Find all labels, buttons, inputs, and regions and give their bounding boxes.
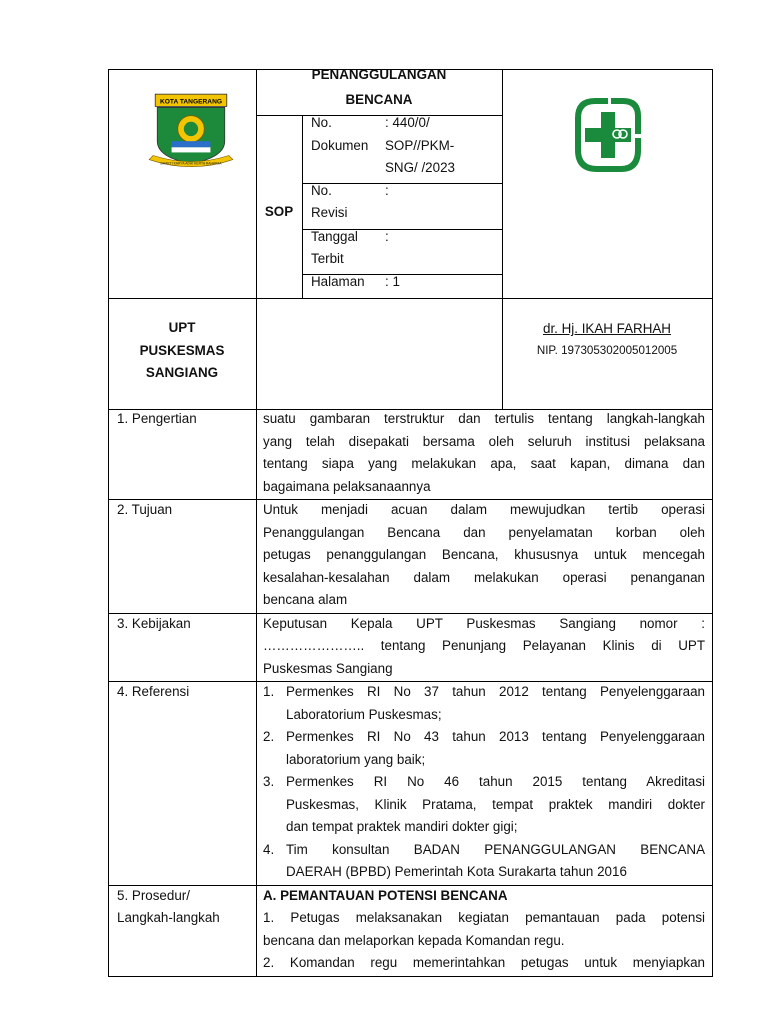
section-label-kebijakan: 3. Kebijakan	[117, 616, 191, 631]
body-line: suatu gambaran terstruktur dan tertulis tentang langkah-langkah	[263, 411, 705, 426]
issue-date-label: Terbit	[311, 251, 344, 266]
reference-number: 4.	[263, 842, 275, 857]
signer-nip: NIP. 197305302005012005	[536, 344, 678, 357]
section-label-prosedur: Langkah-langkah	[117, 910, 220, 925]
sop-label: SOP	[264, 204, 294, 219]
doc-number-label: Dokumen	[311, 138, 369, 153]
reference-line: laboratorium yang baik;	[286, 752, 426, 767]
section-label-referensi: 4. Referensi	[117, 684, 190, 699]
puskesmas-logo	[563, 90, 653, 180]
table-border	[108, 69, 109, 977]
title-line-2: BENCANA	[345, 92, 413, 107]
reference-number: 2.	[263, 729, 275, 744]
section-label-tujuan: 2. Tujuan	[117, 502, 173, 517]
table-border	[108, 976, 713, 977]
body-line: petugas penanggulangan Bencana, khususnya untuk mencegah	[263, 547, 705, 562]
reference-line: DAERAH (BPBD) Pemerintah Kota Surakarta tahun 2016	[286, 864, 627, 879]
body-line: bagaimana pelaksanaannya	[263, 479, 431, 494]
body-line: ………………….. tentang Penunjang Pelayanan Klinis di UPT	[263, 638, 705, 653]
issue-date-value: :	[385, 229, 389, 244]
reference-line: Permenkes RI No 37 tahun 2012 tentang Penyelenggaraan	[286, 684, 705, 699]
table-border	[256, 115, 502, 116]
procedure-heading: A. PEMANTAUAN POTENSI BENCANA	[263, 888, 508, 903]
logo-motto-text: BHAKTI KARYA ADHI KERTA RAHARJA	[160, 161, 222, 166]
page-label: Halaman	[311, 274, 365, 289]
procedure-line: bencana dan melaporkan kepada Komandan regu.	[263, 933, 565, 948]
revision-value: :	[385, 183, 389, 198]
table-border	[302, 183, 502, 184]
body-line: tentang siapa yang melakukan apa, saat kapan, dimana dan	[263, 456, 705, 471]
doc-number-value: SOP//PKM-	[385, 138, 455, 153]
table-border	[108, 298, 713, 299]
doc-number-value: : 440/0/	[385, 115, 430, 130]
reference-number: 3.	[263, 774, 275, 789]
page-value: : 1	[385, 274, 400, 289]
org-name: SANGIANG	[145, 365, 219, 380]
procedure-line: 1. Petugas melaksanakan kegiatan pemantauan pada potensi	[263, 910, 705, 925]
revision-label: Revisi	[311, 205, 348, 220]
issue-date-label: Tanggal	[311, 229, 358, 244]
section-label-prosedur: 5. Prosedur/	[117, 888, 190, 903]
table-border	[712, 69, 713, 977]
title-line-1: PENANGGULANGAN	[311, 67, 447, 82]
revision-label: No.	[311, 183, 332, 198]
body-line: Penanggulangan Bencana dan penyelamatan korban oleh	[263, 525, 705, 540]
body-line: Puskesmas Sangiang	[263, 661, 393, 676]
org-name: PUSKESMAS	[139, 343, 225, 358]
doc-number-label: No.	[311, 115, 332, 130]
doc-number-value: SNG/ /2023	[385, 160, 455, 175]
reference-number: 1.	[263, 684, 275, 699]
body-line: bencana alam	[263, 592, 348, 607]
kota-tangerang-logo	[145, 92, 237, 174]
reference-line: Permenkes RI No 43 tahun 2013 tentang Penyelenggaraan	[286, 729, 705, 744]
org-name: UPT	[168, 320, 196, 335]
body-line: Untuk menjadi acuan dalam mewujudkan tertib operasi	[263, 502, 705, 517]
table-border	[302, 115, 303, 298]
reference-line: Permenkes RI No 46 tahun 2015 tentang Akreditasi	[286, 774, 705, 789]
body-line: kesalahan-kesalahan dalam melakukan operasi penanganan	[263, 570, 705, 585]
reference-line: Laboratorium Puskesmas;	[286, 707, 442, 722]
reference-line: Puskesmas, Klinik Pratama, tempat praktek mandiri dokter	[286, 797, 705, 812]
section-label-pengertian: 1. Pengertian	[117, 411, 197, 426]
signer-name: dr. Hj. IKAH FARHAH	[543, 321, 671, 336]
body-line: Keputusan Kepala UPT Puskesmas Sangiang nomor :	[263, 616, 705, 631]
reference-line: Tim konsultan BADAN PENANGGULANGAN BENCANA	[286, 842, 705, 857]
logo-city-text: KOTA TANGERANG	[159, 98, 223, 106]
reference-line: dan tempat praktek mandiri dokter gigi;	[286, 819, 518, 834]
body-line: yang telah disepakati bersama oleh seluruh institusi pelaksana	[263, 434, 705, 449]
procedure-line: 2. Komandan regu memerintahkan petugas untuk menyiapkan	[263, 955, 705, 970]
